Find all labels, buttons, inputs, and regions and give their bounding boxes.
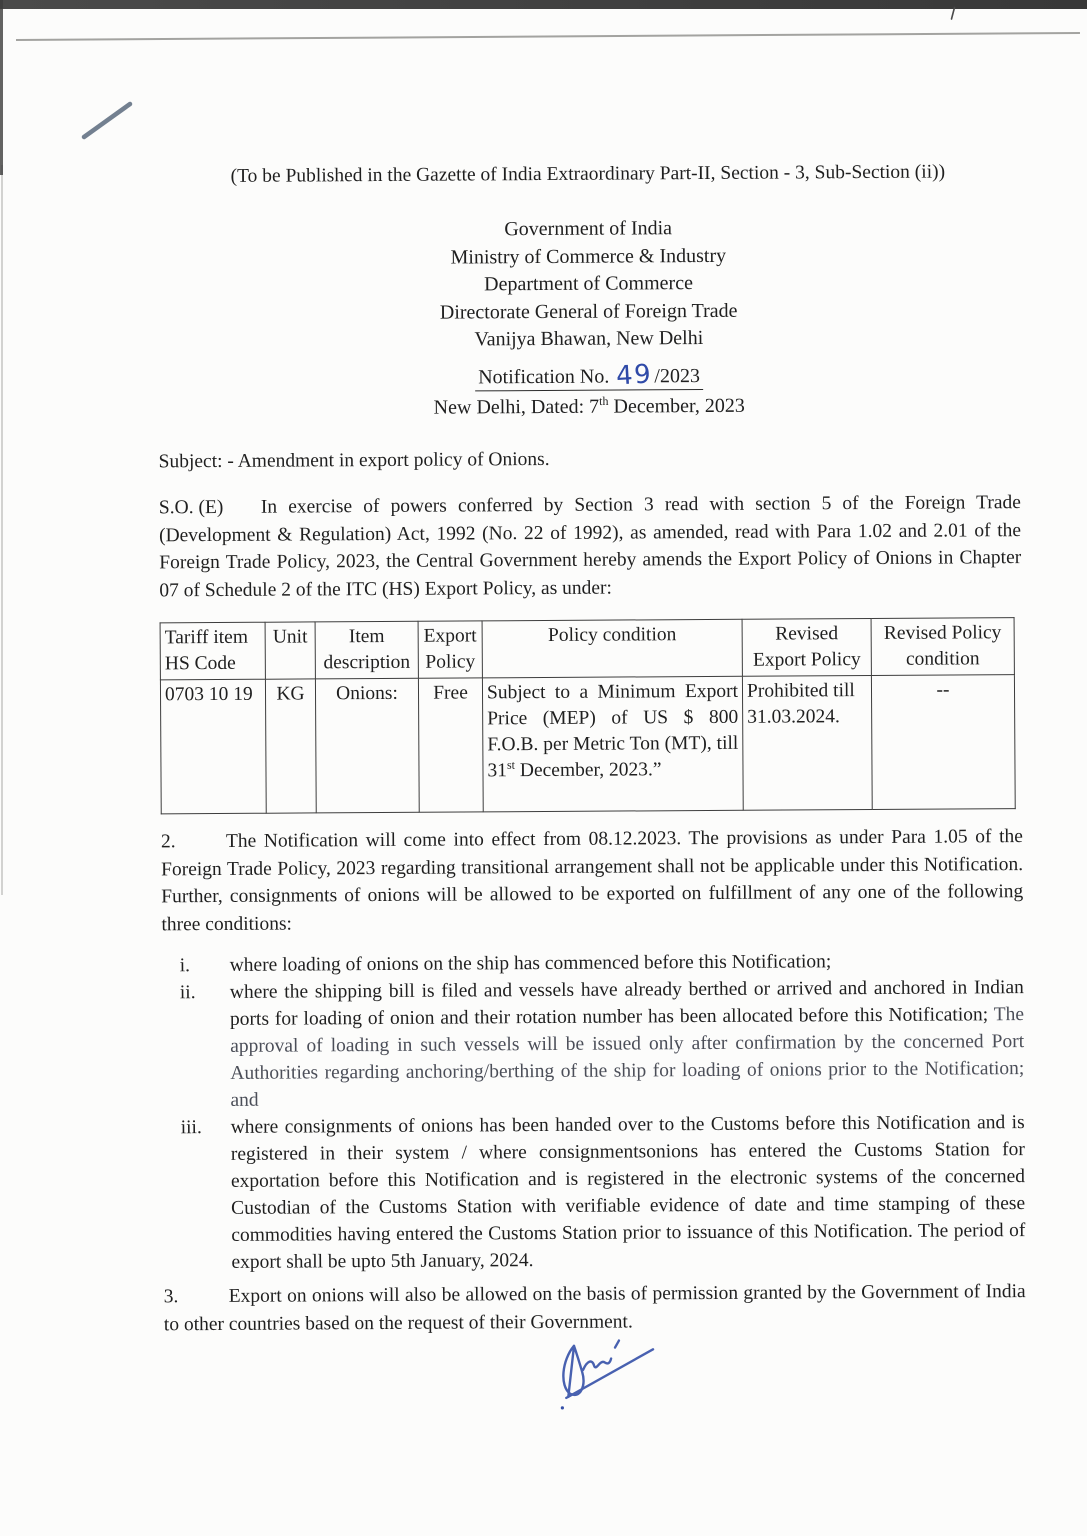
paragraph-so-text: In exercise of powers conferred by Section 3 read with section 5 of the Foreign Trade (Development & Regulation) Act, 1992 (No. 22 of 1992), as amended, read with Para 1.02 and 2.01 of the Foreign Trade Policy, 2023, the Central Government hereby amends the Export Policy of Onions in Chapter 07 of Schedule 2 of the ITC (HS) Export Policy, as under: <box>158 492 1022 601</box>
header-line: Revised Policy <box>883 622 1002 644</box>
notification-number-suffix: /2023 <box>654 365 701 388</box>
notification-underlined <box>475 359 703 392</box>
notification-number-handwritten: 49 <box>615 359 654 392</box>
dateline-prefix: New Delhi, Dated: 7 <box>433 395 600 419</box>
cell-revised-export-policy: Prohibited till 31.03.2024. <box>742 675 872 810</box>
list-item-marker: i. <box>179 955 191 977</box>
policy-condition-ordinal: st <box>506 757 516 772</box>
notification-label: Notification No. <box>478 365 615 389</box>
dateline-suffix: December, 2023 <box>608 394 745 418</box>
policy-table-data-row <box>160 675 1015 814</box>
header-line: Item <box>348 625 385 648</box>
org-line-directorate: Directorate General of Foreign Trade <box>439 299 738 324</box>
pen-tick-mark <box>76 96 138 144</box>
paragraph-3-marker: 3. <box>163 1286 179 1308</box>
policy-table <box>160 617 1016 814</box>
header-line: Policy <box>425 651 476 673</box>
scan-top-edge <box>0 0 1087 9</box>
list-item-marker: iii. <box>180 1117 202 1139</box>
list-item-marker: ii. <box>179 982 196 1004</box>
cell-tariff-item-hs-code: 0703 10 19 <box>160 679 266 814</box>
org-line-government: Government of India <box>504 217 673 241</box>
org-line-department: Department of Commerce <box>484 272 693 296</box>
handwritten-signature <box>549 1333 668 1420</box>
cell-policy-condition <box>482 676 743 812</box>
paragraph-3 <box>164 1278 1026 1338</box>
column-header-item-description <box>315 621 418 679</box>
column-header-unit <box>265 622 315 679</box>
list-item-text <box>230 974 1025 1114</box>
list-item-text-part1: where the shipping bill is filed and vessels have already berthed or arrived and anchored in Indian ports for loading of onion and their rotation number has been allocated before this Notification; <box>229 977 1024 1030</box>
paragraph-2-marker: 2. <box>160 831 176 853</box>
scan-left-edge <box>0 0 3 175</box>
conditions-list <box>180 947 1026 1276</box>
list-item <box>181 1109 1026 1276</box>
list-item <box>180 974 1025 1114</box>
cell-export-policy: Free <box>418 678 483 812</box>
subject-line: Subject: - Amendment in export policy of Onions. <box>158 448 550 473</box>
stray-ink-mark <box>948 6 958 22</box>
column-header-policy-condition <box>482 619 742 678</box>
list-item-text: where consignments of onions has been handed over to the Customs before this Notification and is registered in their system / where consignmentsonions has entered the Customs Station for exportation before this Notification and is registered in the electronic systems of the concerned Custodian of the Customs Station with verifiable evidence of date and time stamping of these commodities having entered the Customs Station prior to issuance of this Notification. The period of export shall be upto 5th January, 2024. <box>230 1112 1026 1273</box>
cell-item-description: Onions: <box>315 678 419 813</box>
cell-revised-policy-condition: -- <box>871 675 1015 810</box>
paper-edge-line <box>1 165 3 895</box>
header-line: condition <box>905 648 980 670</box>
column-header-revised-policy-condition <box>871 618 1014 676</box>
dateline-ordinal: th <box>599 393 609 408</box>
header-line: description <box>323 651 411 674</box>
paragraph-so-marker: S.O. (E) <box>158 496 224 519</box>
dateline <box>158 393 1020 421</box>
list-item-text-part2: The approval of loading in such vessels will be issued only after confirmation by the concerned Port Authorities regarding anchoring/berthing of the ship for loading of onions prior to the Notification; and <box>230 1004 1025 1111</box>
paragraph-3-text: Export on onions will also be allowed on the basis of permission granted by the Government of India to other countries based on the request of their Government. <box>163 1281 1026 1335</box>
header-line: Export Policy <box>752 649 861 671</box>
cell-unit: KG <box>265 679 316 813</box>
header-line: Export <box>423 625 477 647</box>
policy-condition-text: Subject to a Minimum Export Price (MEP) of US $ 800 F.O.B. per Metric Ton (MT), till 31 <box>486 680 739 782</box>
header-line: HS Code <box>164 652 236 675</box>
org-line-address: Vanijya Bhawan, New Delhi <box>474 327 704 351</box>
header-line: Policy condition <box>547 624 677 646</box>
org-line-ministry: Ministry of Commerce & Industry <box>450 244 727 269</box>
policy-condition-tail: December, 2023.” <box>514 759 662 782</box>
paragraph-so <box>159 489 1022 604</box>
notification-title <box>158 359 1020 393</box>
policy-table-header-row <box>160 618 1014 680</box>
paragraph-2 <box>161 823 1024 938</box>
column-header-export-policy <box>418 621 482 678</box>
letterhead <box>157 213 1020 356</box>
header-line: Unit <box>272 626 308 648</box>
paragraph-2-text: The Notification will come into effect from 08.12.2023. The provisions as under Para 1.05 of the Foreign Trade Policy, 2023 regarding transitional arrangement shall not be applicable under this Notification. Further, consignments of onions will be allowed to be exported on fulfillment of any one of the following three conditions: <box>161 826 1024 935</box>
list-item-text: where loading of onions on the ship has commenced before this Notification; <box>229 951 832 976</box>
header-line: Revised <box>775 623 839 645</box>
gazette-line: (To be Published in the Gazette of India Extraordinary Part-II, Section - 3, Sub-Section (ii)) <box>230 161 946 187</box>
header-line: Tariff item <box>164 626 249 649</box>
column-header-revised-export-policy <box>742 618 871 676</box>
column-header-tariff-item <box>160 622 265 680</box>
